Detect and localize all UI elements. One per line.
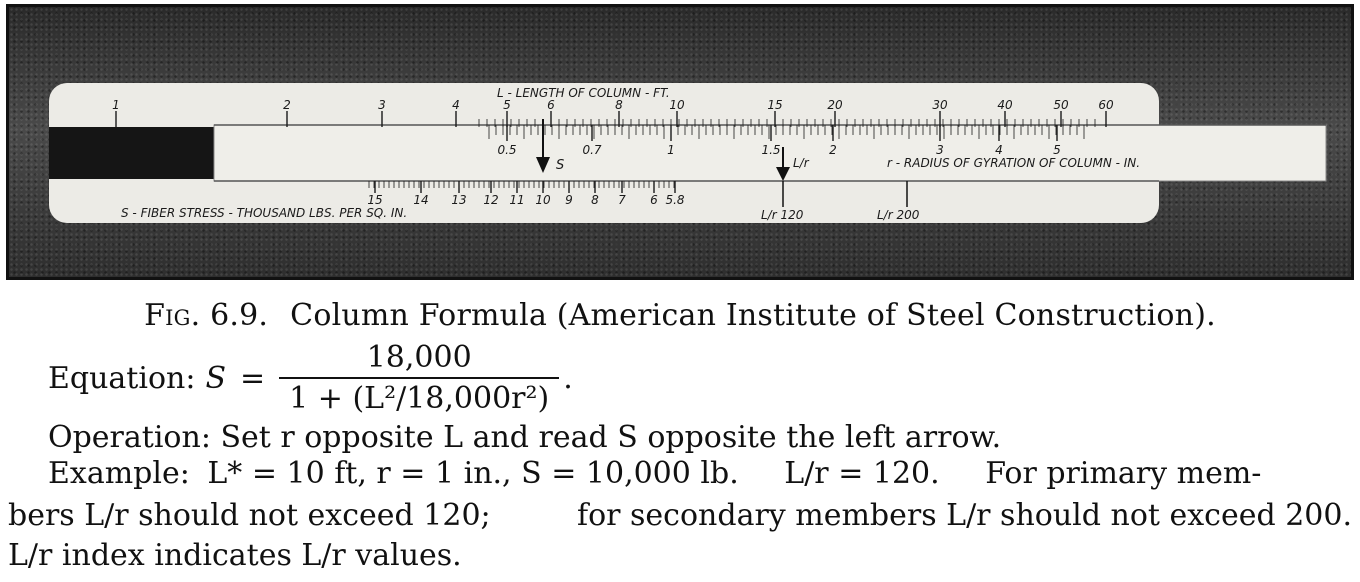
example-line2-a: bers L/r should not exceed 120; [8, 498, 491, 533]
figure-title: Column Formula (American Institute of Steel Construction). [290, 298, 1216, 333]
slide-tick-label: 5 [1053, 143, 1061, 157]
slide-rule-drawing [9, 7, 1351, 277]
example-label: Example: [48, 456, 190, 491]
example-lr: L/r = 120. [784, 456, 940, 491]
bottom-tick-label: 7 [618, 193, 626, 207]
slide-tick-label: 3 [936, 143, 944, 157]
slide-tick-label: 1 [667, 143, 675, 157]
figure-number: Fig. 6.9. [144, 298, 269, 333]
bottom-tick-label: 11 [509, 193, 525, 207]
example-continuation: For primary mem- [985, 456, 1262, 491]
top-tick-label: 1 [112, 98, 120, 112]
bottom-tick-label: 8 [591, 193, 599, 207]
lr120-label: L/r 120 [761, 208, 804, 222]
example-line [48, 456, 1261, 491]
bottom-tick-label: 5.8 [665, 193, 685, 207]
top-tick-label: 50 [1053, 98, 1069, 112]
example-line-3 [8, 538, 1352, 573]
bottom-tick-label: 14 [413, 193, 429, 207]
bottom-tick-label: 10 [535, 193, 551, 207]
top-tick-label: 10 [669, 98, 685, 112]
slide-rule-photo [6, 4, 1354, 280]
lr200-label: L/r 200 [877, 208, 920, 222]
slide-scale-title: r - RADIUS OF GYRATION OF COLUMN - IN. [887, 156, 1141, 170]
top-tick-label: 6 [547, 98, 555, 112]
slide-tick-label: 1.5 [761, 143, 781, 157]
top-scale-title: L - LENGTH OF COLUMN - FT. [497, 86, 670, 100]
bottom-tick-label: 12 [483, 193, 499, 207]
operation-label: Operation: [48, 420, 211, 455]
equation-denominator: 1 + (L²/18,000r²) [279, 377, 559, 416]
slide-tick-label: 2 [829, 143, 837, 157]
bottom-tick-label: 13 [451, 193, 467, 207]
top-tick-label: 2 [283, 98, 291, 112]
operation-line [48, 420, 1001, 455]
slide-tick-label: 0.7 [582, 143, 602, 157]
s-marker: S [556, 158, 565, 173]
slide-tick-label: 4 [995, 143, 1003, 157]
example-line2-b: for secondary members L/r should not exceed 200. [576, 498, 1352, 533]
equation-lhs: S [205, 360, 227, 396]
top-tick-label: 3 [378, 98, 386, 112]
bottom-tick-label: 9 [565, 193, 573, 207]
top-tick-label: 15 [767, 98, 783, 112]
top-tick-label: 20 [827, 98, 843, 112]
equation-label: Equation: [48, 360, 196, 396]
top-tick-label: 30 [932, 98, 948, 112]
figure-caption [0, 298, 1360, 333]
slide-tick-label: 0.5 [497, 143, 517, 157]
example-line-2 [8, 498, 1352, 533]
top-tick-label: 8 [615, 98, 623, 112]
equation-line [48, 338, 573, 418]
top-tick-label: 40 [997, 98, 1013, 112]
bottom-tick-label: 15 [367, 193, 383, 207]
lr-marker: L/r [793, 156, 809, 170]
top-tick-label: 4 [452, 98, 460, 112]
top-tick-label: 60 [1098, 98, 1114, 112]
bottom-scale-title: S - FIBER STRESS - THOUSAND LBS. PER SQ. IN. [121, 206, 408, 220]
bottom-tick-label: 6 [650, 193, 658, 207]
operation-text: Set r opposite L and read S opposite the left arrow. [220, 420, 1002, 455]
equation-fraction [279, 340, 559, 416]
equation-end: . [563, 360, 573, 396]
top-tick-label: 5 [503, 98, 511, 112]
equation-numerator: 18,000 [366, 340, 472, 375]
example-line3: L/r index indicates L/r values. [8, 538, 462, 573]
slide-gap [49, 127, 225, 179]
equation-equals: = [240, 360, 266, 396]
example-values: L* = 10 ft, r = 1 in., S = 10,000 lb. [207, 456, 739, 491]
